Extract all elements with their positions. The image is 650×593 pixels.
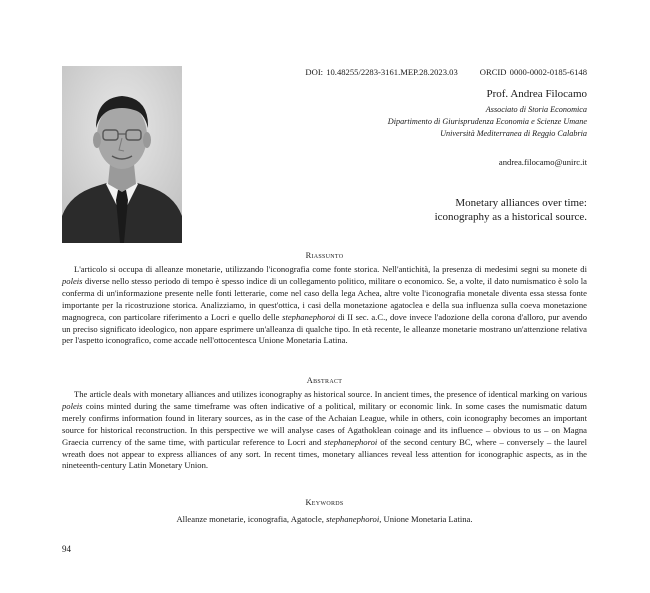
italic-term: poleis	[62, 400, 83, 411]
text-run: of the second century BC, where – conversely – the laurel wreath does not appear to express alliances of any sort. In recent times, monetary alliances reveal less attention for iconographic aspects, as in the nineteenth-century Latin Monetary Union.	[62, 436, 587, 471]
keywords-list	[62, 514, 587, 524]
riassunto-paragraph	[62, 264, 587, 347]
italic-term: stephanephoroi	[326, 514, 380, 524]
abstract-paragraph	[62, 389, 587, 472]
author-photo	[62, 66, 182, 243]
author-name: Prof. Andrea Filocamo	[486, 88, 587, 100]
page-number: 94	[62, 544, 71, 554]
riassunto-heading: Riassunto	[305, 251, 344, 260]
text-run: L'articolo si occupa di alleanze monetarie, utilizzando l'iconografia come fonte storica. Nell'antichità, la presenza di medesimi segni su monete di	[74, 264, 587, 274]
text-run: Alleanze monetarie, iconografia, Agatocle,	[176, 514, 327, 524]
text-run: di II sec. a.C., dove invece l'adozione della corona d'alloro, pur avendo un preciso significato ideologico, non appare esprimere un'alleanza di qualche tipo. In età recente, le alleanze monetarie mostrano un'attenzione relativa per l'aspetto iconografico, come accade nell'ottocentesca Unione Monetaria Latina.	[62, 311, 587, 346]
author-email: andrea.filocamo@unirc.it	[498, 157, 587, 167]
italic-term: stephanephoroi	[282, 311, 336, 322]
doi-text: DOI: 10.48255/2283-3161.MEP.28.2023.03	[305, 67, 458, 77]
text-run: diverse nello stesso periodo di tempo è spesso indice di un collegamento politico, militare o economico. Se, a volte, il dato numismatico è solo la conferma di un'informazione presente nelle fonti letterarie, come nel caso della lega Achea, altre volte l'iconografia monetale diventa essa stessa fonte importante per la ricostruzione storica. Analizziamo, in quest'ottica, i casi della monetazione agatoclea e della sua influenza sulla coeva monetazione magnogreca, con particolare riferimento a Locri e quello delle	[62, 275, 587, 322]
abstract-heading: Abstract	[306, 376, 343, 385]
affiliation-line: Dipartimento di Giurisprudenza Economia e Scienze Umane	[387, 116, 587, 126]
italic-term: stephanephoroi	[324, 436, 378, 447]
article-title-line: iconography as a historical source.	[434, 210, 587, 223]
affiliation-line: Università Mediterranea di Reggio Calabria	[440, 128, 587, 138]
author-affiliation	[388, 104, 587, 139]
article-meta-line	[200, 67, 587, 77]
keywords-heading: Keywords	[305, 498, 344, 507]
text-run: coins minted during the same timeframe was often indicative of a political, military or economic link. In some cases the numismatic datum merely confirms information found in literary sources, as in the case of the Achaian League, while in others, coin iconography becomes an important source for historical reconstruction. In this perspective we will analyse cases of Agathoklean coinage and its influence – obvious to us – on Magna Graecia currency of the same time, with particular reference to Locri and	[62, 400, 587, 447]
affiliation-line: Associato di Storia Economica	[485, 105, 587, 114]
article-title-line: Monetary alliances over time:	[455, 197, 587, 209]
text-run: , Unione Monetaria Latina.	[379, 514, 473, 524]
article-title	[435, 197, 587, 224]
text-run: The article deals with monetary alliances and utilizes iconography as historical source. In ancient times, the presence of identical marking on various	[74, 389, 587, 399]
italic-term: poleis	[62, 275, 83, 286]
orcid-text: ORCID 0000-0002-0185-6148	[479, 67, 587, 77]
